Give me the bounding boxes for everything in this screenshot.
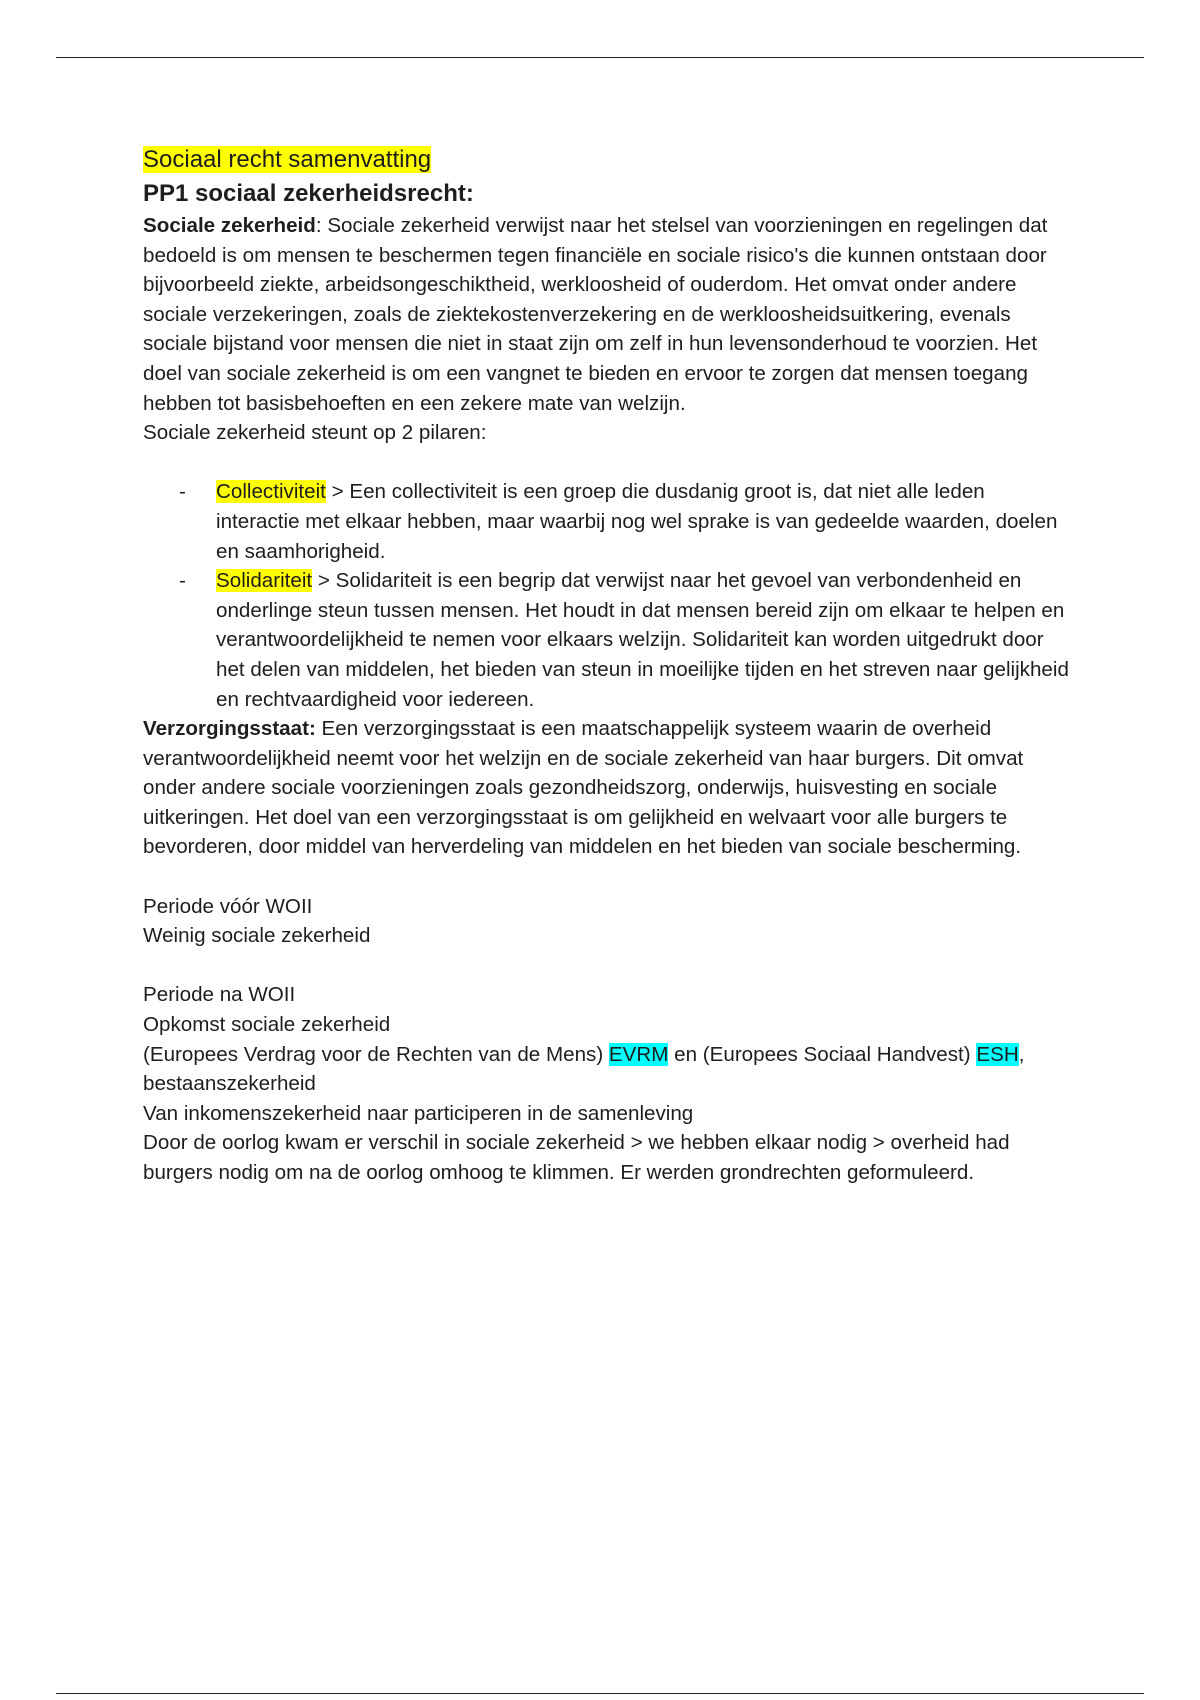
pillar-text-collectiviteit: > Een collectiviteit is een groep die dusdanig groot is, dat niet alle leden interactie met elkaar hebben, maar waarbij nog wel sprake is van gedeelde waarden, doelen en saamhorigheid. bbox=[216, 480, 1058, 563]
list-dash: - bbox=[179, 480, 186, 504]
participation-line: Van inkomenszekerheid naar participeren in de samenleving bbox=[143, 1101, 694, 1125]
section-heading: PP1 sociaal zekerheidsrecht: bbox=[143, 180, 474, 207]
footer-rule bbox=[56, 1693, 1144, 1694]
esh-abbreviation: ESH bbox=[976, 1042, 1019, 1066]
welfare-state-text: Een verzorgingsstaat is een maatschappelijk systeem waarin de overheid verantwoordelijkheid neemt voor het welzijn en de sociale zekerheid van haar burgers. Dit omvat onder andere sociale voorzieningen zoals gezondheidszorg, onderwijs, huisvesting en sociale uitkeringen. Het doel van een verzorgingsstaat is om gelijkheid en welvaart voor alle burgers te bevorderen, door middel van herverdeling van middelen en het bieden van sociale bescherming. bbox=[143, 717, 1024, 859]
period-after-block bbox=[143, 980, 1073, 1128]
treaties-text-2: en (Europees Sociaal Handvest) bbox=[668, 1042, 977, 1066]
period-before-title: Periode vóór WOII bbox=[143, 894, 313, 918]
social-security-text: Sociale zekerheid verwijst naar het stelsel van voorzieningen en regelingen dat bedoeld is om mensen te beschermen tegen financiële en sociale risico's die kunnen ontstaan door bijvoorbeeld ziekte, arbeidsongeschiktheid, werkloosheid of ouderdom. Het omvat onder andere sociale verzekeringen, zoals de ziektekostenverzekering en de werkloosheidsuitkering, evenals sociale bijstand voor mensen die niet in staat zijn om zelf in hun levensonderhoud te voorzien. Het doel van sociale zekerheid is om een vangnet te bieden en ervoor te zorgen dat mensen toegang hebben tot basisbehoeften en een zekere mate van welzijn. bbox=[143, 214, 1048, 415]
pillar-text-solidariteit: > Solidariteit is een begrip dat verwijst naar het gevoel van verbondenheid en onderlinge steun tussen mensen. Het houdt in dat mensen bereid zijn om elkaar te helpen en verantwoordelijkheid te nemen voor elkaars welzijn. Solidariteit kan worden uitgedrukt door het delen van middelen, het bieden van steun in moeilijke tijden en het streven naar gelijkheid en rechtvaardigheid voor iedereen. bbox=[216, 569, 1069, 711]
document-title bbox=[143, 143, 1073, 177]
period-after-title: Periode na WOII bbox=[143, 983, 296, 1007]
list-dash: - bbox=[179, 569, 186, 593]
period-before-note: Weinig sociale zekerheid bbox=[143, 924, 371, 948]
closing-paragraph: Door de oorlog kwam er verschil in sociale zekerheid > we hebben elkaar nodig > overheid had burgers nodig om na de oorlog omhoog te klimmen. Er werden grondrechten geformuleerd. bbox=[143, 1131, 1010, 1184]
pillar-term-collectiviteit: Collectiviteit bbox=[216, 480, 326, 504]
list-item bbox=[143, 477, 1073, 566]
social-security-separator: : bbox=[315, 214, 322, 237]
evrm-abbreviation: EVRM bbox=[608, 1042, 669, 1066]
social-security-definition bbox=[143, 211, 1073, 418]
welfare-state-definition bbox=[143, 714, 1073, 862]
period-before-block bbox=[143, 892, 1073, 951]
document-body bbox=[143, 143, 1073, 1188]
treaties-line bbox=[143, 1040, 1073, 1099]
social-security-term: Sociale zekerheid bbox=[143, 214, 316, 237]
document-title-text: Sociaal recht samenvatting bbox=[143, 146, 432, 173]
pillar-term-solidariteit: Solidariteit bbox=[216, 569, 313, 593]
header-rule bbox=[56, 57, 1144, 58]
pillars-intro: Sociale zekerheid steunt op 2 pilaren: bbox=[143, 421, 487, 445]
treaties-text-3: , bestaanszekerheid bbox=[143, 1042, 1025, 1096]
pillars-list bbox=[143, 477, 1073, 714]
period-after-note: Opkomst sociale zekerheid bbox=[143, 1013, 391, 1037]
list-item bbox=[143, 566, 1073, 714]
welfare-state-term: Verzorgingsstaat: bbox=[143, 717, 316, 741]
treaties-text-1: (Europees Verdrag voor de Rechten van de Mens) bbox=[143, 1042, 609, 1066]
